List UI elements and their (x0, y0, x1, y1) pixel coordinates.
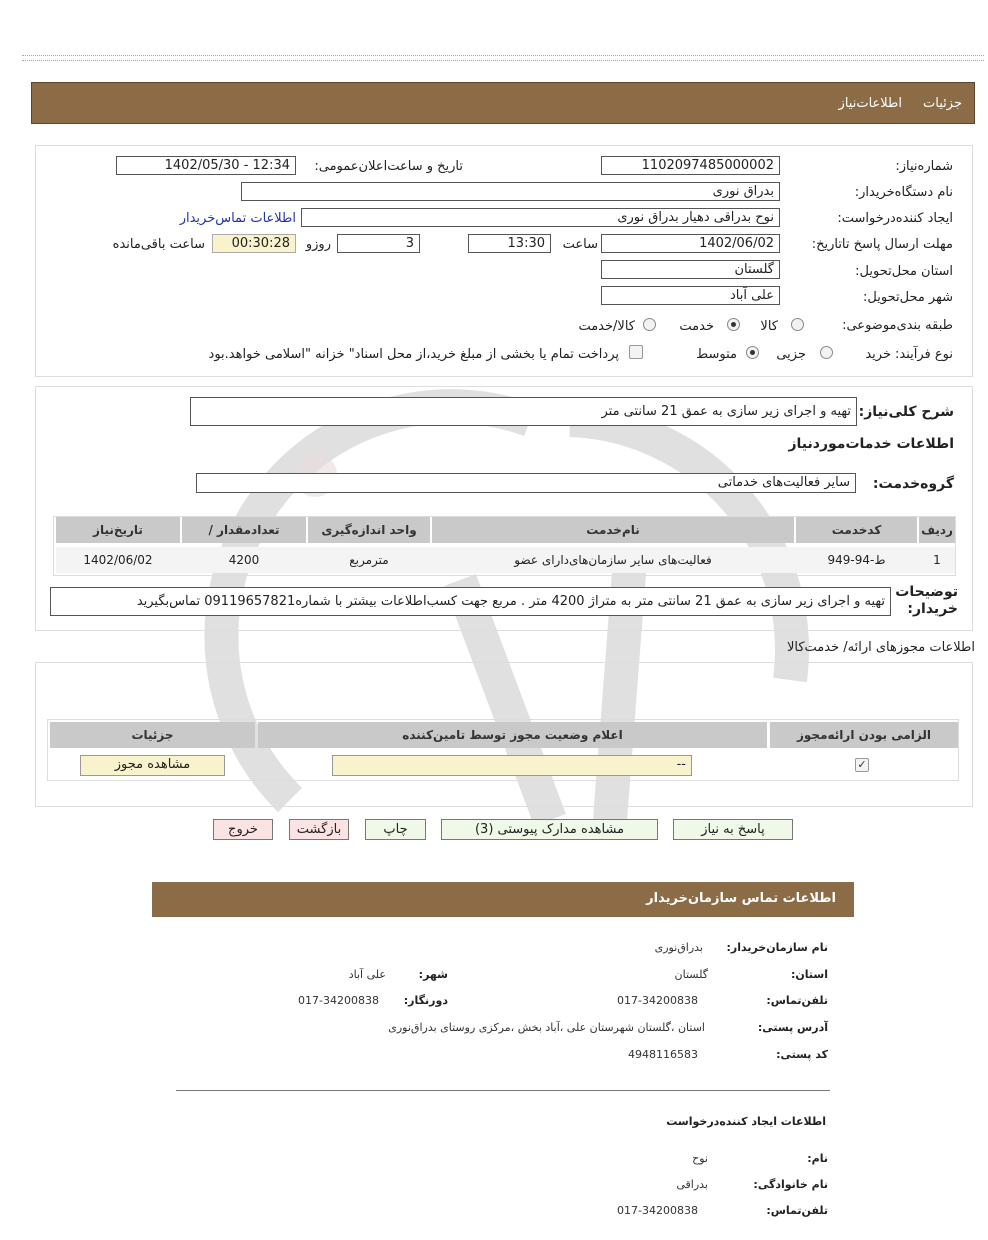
services-cell-code: ط-94-949 (827, 553, 886, 567)
contact-header-bar (152, 882, 854, 917)
province-label: استان محل‌تحویل: (855, 264, 953, 279)
page-header-bar (31, 82, 975, 124)
category-goods-label: کالا (760, 319, 778, 334)
process-partial-radio[interactable] (820, 346, 833, 359)
contact-fax-label: دورنگار: (403, 994, 448, 1007)
services-col-code: کدخدمت (796, 517, 917, 543)
announce-label: تاریخ و ساعت‌اعلان‌عمومی: (314, 159, 463, 174)
deadline-label: مهلت ارسال‌ پاسخ تا‌تاریخ: (811, 237, 953, 252)
exit-button[interactable]: خروج (213, 819, 273, 840)
permits-title: اطلاعات مجوزهای ارائه/ خدمت‌کالا (786, 640, 975, 655)
buyer-notes-field: تهیه و اجرای زیر سازی به عمق 21 سانتی متر به متراژ 4200 متر . مربع جهت کسب‌اطلاعات بیشتر با شماره09119657821 تماس‌بگیرید (50, 587, 891, 616)
creator-phone-value: 017-34200838 (617, 1204, 698, 1217)
process-label: نوع فرآیند: (895, 347, 953, 362)
category-service-radio[interactable] (727, 318, 740, 331)
address-value: استان ،گلستان شهرستان علی ،آباد بخش ،مرکزی روستای بدراق‌نوری (388, 1021, 705, 1034)
services-col-name: نام‌خدمت (432, 517, 794, 543)
address-label: آدرس پستی: (757, 1021, 828, 1034)
services-col-quantity: تعداد‌مقدار / (182, 517, 306, 543)
process-medium-label: متوسط (696, 347, 737, 362)
creator-label: ایجاد کننده‌درخواست: (837, 211, 953, 226)
deadline-date-field: 1402/06/02 (601, 234, 780, 253)
view-permit-button[interactable]: مشاهده مجوز (80, 755, 225, 776)
category-goods-service-radio[interactable] (643, 318, 656, 331)
treasury-payment-checkbox[interactable] (629, 345, 643, 359)
hour-label: ساعت (562, 237, 598, 252)
services-cell-name: فعالیت‌های سایر سازمان‌های‌دارای عضو (514, 553, 712, 567)
tab-need-info[interactable]: اطلاعات‌نیاز (838, 96, 902, 111)
services-col-unit: واحد اندازه‌گیری (308, 517, 430, 543)
services-cell-date: 1402/06/02 (83, 553, 153, 567)
category-service-label: خدمت (679, 319, 714, 334)
postal-code-value: 4948116583 (628, 1048, 698, 1061)
description-field: تهیه و اجرای زیر سازی به عمق 21 سانتی متر (190, 397, 857, 426)
announce-field: 1402/05/30 - 12:34 (116, 156, 296, 175)
contact-divider (176, 1090, 830, 1091)
permit-required-checkbox: ✓ (855, 758, 869, 772)
permits-table (47, 719, 959, 781)
creator-field: نوح بدراقی دهیار بدراق نوری (301, 208, 780, 227)
description-label: شرح کلی‌نیاز: (858, 404, 954, 420)
services-col-row: ردیف (919, 517, 955, 543)
buyer-org-label: نام دستگاه‌خریدار: (854, 185, 953, 200)
city-field: علی آباد (601, 286, 780, 305)
contact-phone-value: 017-34200838 (617, 994, 698, 1007)
table-row (56, 547, 955, 573)
process-medium-radio[interactable] (746, 346, 759, 359)
permits-col-status: اعلام وضعیت مجوز توسط تامین‌کننده (258, 722, 767, 748)
creator-info-title: اطلاعات ایجاد کننده‌درخواست (666, 1115, 826, 1128)
contact-fax-value: 017-34200838 (298, 994, 379, 1007)
contact-city-label: شهر: (418, 968, 448, 981)
permit-status-field[interactable]: -- (332, 755, 692, 776)
tab-details[interactable]: جزئیات (923, 96, 962, 111)
service-group-label: گروه‌خدمت: (872, 476, 954, 492)
category-goods-radio[interactable] (791, 318, 804, 331)
creator-phone-label: تلفن‌تماس: (766, 1204, 828, 1217)
creator-name-label: نام: (807, 1152, 828, 1165)
org-name-label: نام سازمان‌خریدار: (726, 941, 828, 954)
permits-col-details: جزئیات (50, 722, 255, 748)
contact-province-label: استان: (791, 968, 828, 981)
reply-to-need-button[interactable]: پاسخ به نیاز (673, 819, 793, 840)
buyer-contact-link[interactable]: اطلاعات تماس‌خریدار (179, 211, 296, 226)
creator-name-value: نوح (692, 1152, 708, 1165)
process-buy-label: خرید (865, 347, 891, 362)
top-divider (22, 55, 984, 61)
remaining-label: ساعت باقی‌مانده (112, 237, 205, 252)
back-button[interactable]: بازگشت (289, 819, 349, 840)
services-cell-quantity: 4200 (228, 553, 260, 567)
need-number-label: شماره‌نیاز: (895, 159, 953, 174)
creator-family-label: نام خانوادگی: (753, 1178, 828, 1191)
days-field: 3 (337, 234, 420, 253)
org-name-value: بدراق‌نوری (654, 941, 703, 954)
need-details-panel (35, 145, 973, 377)
process-partial-label: جزیی (776, 347, 806, 362)
buyer-org-field: بدراق نوری (241, 182, 780, 201)
contact-province-value: گلستان (674, 968, 708, 981)
province-field: گلستان (601, 260, 780, 279)
days-label: روزو (305, 237, 331, 252)
permits-col-required: الزامی بودن ارائه‌مجوز (770, 722, 958, 748)
buyer-notes-label: توضیحات خریدار: (895, 584, 958, 617)
services-heading: اطلاعات خدمات‌موردنیاز (788, 436, 954, 452)
view-attachments-button[interactable]: مشاهده مدارک پیوستی (3) (441, 819, 658, 840)
contact-title: اطلاعات تماس سازمان‌خریدار (646, 891, 836, 906)
services-table (53, 516, 956, 576)
contact-phone-label: تلفن‌تماس: (766, 994, 828, 1007)
category-label: طبقه بندی‌موضوعی: (842, 318, 953, 333)
remaining-time-field: 00:30:28 (212, 234, 296, 253)
category-goods-service-label: کالا/خدمت (578, 319, 635, 334)
deadline-time-field: 13:30 (468, 234, 551, 253)
services-col-date: تاریخ‌نیاز (56, 517, 180, 543)
need-number-field: 1102097485000002 (601, 156, 780, 175)
contact-city-value: علی آباد (348, 968, 386, 981)
print-button[interactable]: چاپ (365, 819, 426, 840)
creator-family-value: بدراقی (676, 1178, 708, 1191)
services-cell-row: 1 (933, 553, 941, 567)
city-label: شهر محل‌تحویل: (863, 290, 953, 305)
service-group-field: سایر فعالیت‌های خدماتی (196, 473, 856, 493)
treasury-payment-note: پرداخت تمام یا بخشی از مبلغ خرید،از محل اسناد" خزانه "اسلامی خواهد.بود (208, 347, 619, 362)
services-cell-unit: مترمربع (349, 553, 389, 567)
postal-code-label: کد پستی: (776, 1048, 828, 1061)
